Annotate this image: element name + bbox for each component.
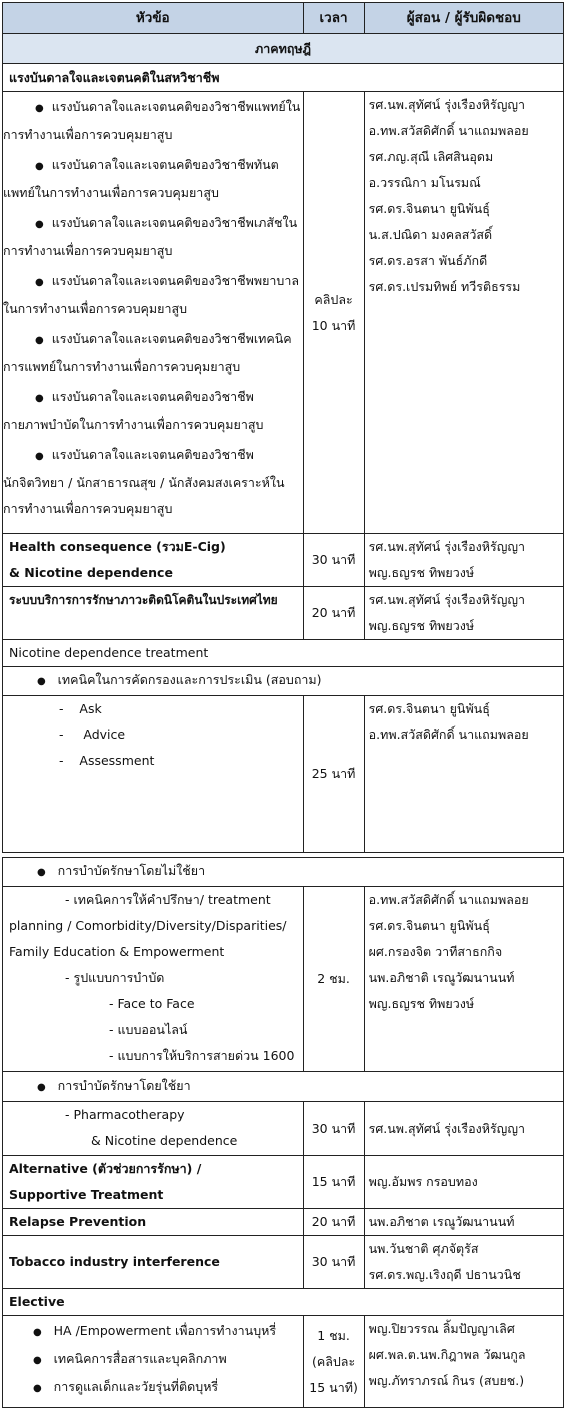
relapse-instructors: นพ.อภิชาต เรณูวัฒนานนท์ <box>364 1209 563 1236</box>
elective-instructors: พญ.ปิยวรรณ ลิ้มปัญญาเลิศ ผศ.พล.ต.นพ.กิฎาพล วัฒนกูล พญ.ภัทราภรณ์ กินร (สบยช.) <box>364 1316 563 1408</box>
inspiration-item: ● แรงบันดาลใจและเจตนคติของวิชาชีพ กายภาพบำบัดในการทำงานเพื่อการควบคุมยาสูบ <box>3 389 264 432</box>
bullet-icon: ● <box>35 219 44 230</box>
bullet-icon: ● <box>35 393 44 404</box>
screening-item: - Ask <box>59 701 102 716</box>
bullet-icon: ● <box>35 335 44 346</box>
bullet-icon: ● <box>35 161 44 172</box>
screening-items-cell <box>3 696 304 853</box>
curriculum-table-part-2 <box>2 857 564 1408</box>
tobacco-instructors: นพ.วันชาติ ศุภจัตุรัส รศ.ดร.พญ.เริงฤดี ปธานวนิช <box>364 1236 563 1289</box>
bullet-icon: ● <box>35 451 44 462</box>
alternative-instructors: พญ.อัมพร กรอบทอง <box>364 1156 563 1209</box>
screening-title: ● เทคนิคในการคัดกรองและการประเมิน (สอบถาม) <box>3 667 564 696</box>
drug-title: ● การบำบัดรักษาโดยใช้ยา <box>3 1072 564 1102</box>
alternative-time: 15 นาที <box>303 1156 364 1209</box>
tobacco-time: 30 นาที <box>303 1236 364 1289</box>
health-time: 30 นาที <box>303 534 364 587</box>
elective-items-cell <box>3 1316 304 1408</box>
inspiration-item: ● แรงบันดาลใจและเจตนคติของวิชาชีพเภสัชใน การทำงานเพื่อการควบคุมยาสูบ <box>3 215 298 258</box>
screening-time: 25 นาที <box>303 696 364 853</box>
bullet-icon: ● <box>33 1355 42 1366</box>
service-time: 20 นาที <box>303 587 364 640</box>
service-topic: ระบบบริการการรักษาภาวะติดนิโคตินในประเทศไทย <box>3 587 304 640</box>
inspiration-instructors: รศ.นพ.สุทัศน์ รุ่งเรืองหิรัญญา อ.ทพ.สวัสดิศักดิ์ นาแถมพลอย รศ.ภญ.สุณี เลิศสินอุดม อ.วรรณิกา มโนรมณ์ รศ.ดร.จินตนา ยูนิพันธุ์ น.ส.ปณิดา มงคลสวัสดิ์ รศ.ดร.อรสา พันธ์ภักดี รศ.ดร.เปรมทิพย์ ทวีรติธรรม <box>364 92 563 534</box>
nondrug-items-cell: - เทคนิคการให้คำปรึกษา/ treatment planning / Comorbidity/Diversity/Disparities/ Family Education & Empowerment - รูปแบบการบำบัด - Face to Face - แบบออนไลน์ - แบบการให้บริการสายด่วน 1600 <box>3 887 304 1072</box>
health-topic: Health consequence (รวมE-Cig) & Nicotine dependence <box>3 534 304 587</box>
nondrug-title: ● การบำบัดรักษาโดยไม่ใช้ยา <box>3 858 564 887</box>
screening-item: - Assessment <box>59 753 155 768</box>
bullet-icon: ● <box>37 676 46 687</box>
curriculum-table-part-1 <box>2 2 564 853</box>
elective-item: ● เทคนิคการสื่อสารและบุคลิกภาพ <box>33 1351 227 1366</box>
elective-item: ● การดูแลเด็กและวัยรุ่นที่ติดบุหรี่ <box>33 1379 219 1394</box>
elective-time: 1 ชม. (คลิปละ 15 นาที) <box>303 1316 364 1408</box>
inspiration-item: ● แรงบันดาลใจและเจตนคติของวิชาชีพพยาบาล ในการทำงานเพื่อการควบคุมยาสูบ <box>3 273 300 316</box>
header-time: เวลา <box>303 3 364 34</box>
inspiration-items-cell <box>3 92 304 534</box>
nondrug-time: 2 ชม. <box>303 887 364 1072</box>
inspiration-item: ● แรงบันดาลใจและเจตนคติของวิชาชีพเทคนิค การแพทย์ในการทำงานเพื่อการควบคุมยาสูบ <box>3 331 292 374</box>
drug-instructors: รศ.นพ.สุทัศน์ รุ่งเรืองหิรัญญา <box>364 1102 563 1156</box>
inspiration-item: ● แรงบันดาลใจและเจตนคติของวิชาชีพ นักจิตวิทยา / นักสาธารณสุข / นักสังคมสงเคราะห์ใน การทำงานเพื่อการควบคุมยาสูบ <box>3 447 285 516</box>
tobacco-topic: Tobacco industry interference <box>3 1236 304 1289</box>
elective-title: Elective <box>3 1289 564 1316</box>
relapse-topic: Relapse Prevention <box>3 1209 304 1236</box>
bullet-icon: ● <box>35 277 44 288</box>
inspiration-title: แรงบันดาลใจและเจตนคติในสหวิชาชีพ <box>3 64 564 92</box>
bullet-icon: ● <box>33 1327 42 1338</box>
nondrug-instructors: อ.ทพ.สวัสดิศักดิ์ นาแถมพลอย รศ.ดร.จินตนา ยูนิพันธุ์ ผศ.กรองจิต วาทีสาธกกิจ นพ.อภิชาติ เรณูวัฒนานนท์ พญ.ธญรช ทิพยวงษ์ <box>364 887 563 1072</box>
ndt-title: Nicotine dependence treatment <box>3 640 564 667</box>
health-instructors: รศ.นพ.สุทัศน์ รุ่งเรืองหิรัญญา พญ.ธญรช ทิพยวงษ์ <box>364 534 563 587</box>
inspiration-item: ● แรงบันดาลใจและเจตนคติของวิชาชีพแพทย์ใน การทำงานเพื่อการควบคุมยาสูบ <box>3 99 301 142</box>
section-theory-row: ภาคทฤษฎี <box>3 34 564 64</box>
drug-items-cell: - Pharmacotherapy & Nicotine dependence <box>3 1102 304 1156</box>
bullet-icon: ● <box>37 867 46 878</box>
service-instructors: รศ.นพ.สุทัศน์ รุ่งเรืองหิรัญญา พญ.ธญรช ทิพยวงษ์ <box>364 587 563 640</box>
inspiration-item: ● แรงบันดาลใจและเจตนคติของวิชาชีพทันต แพทย์ในการทำงานเพื่อการควบคุมยาสูบ <box>3 157 279 200</box>
bullet-icon: ● <box>35 103 44 114</box>
inspiration-time: คลิปละ 10 นาที <box>303 92 364 534</box>
screening-item: - Advice <box>59 727 126 742</box>
screening-instructors: รศ.ดร.จินตนา ยูนิพันธุ์ อ.ทพ.สวัสดิศักดิ์ นาแถมพลอย <box>364 696 563 853</box>
header-instructor: ผู้สอน / ผู้รับผิดชอบ <box>364 3 563 34</box>
bullet-icon: ● <box>37 1081 46 1093</box>
alternative-topic: Alternative (ตัวช่วยการรักษา) / Supportive Treatment <box>3 1156 304 1209</box>
elective-item: ● HA /Empowerment เพื่อการทำงานบุหรี่ <box>33 1323 277 1338</box>
header-topic: หัวข้อ <box>3 3 304 34</box>
bullet-icon: ● <box>33 1383 42 1394</box>
drug-time: 30 นาที <box>303 1102 364 1156</box>
relapse-time: 20 นาที <box>303 1209 364 1236</box>
